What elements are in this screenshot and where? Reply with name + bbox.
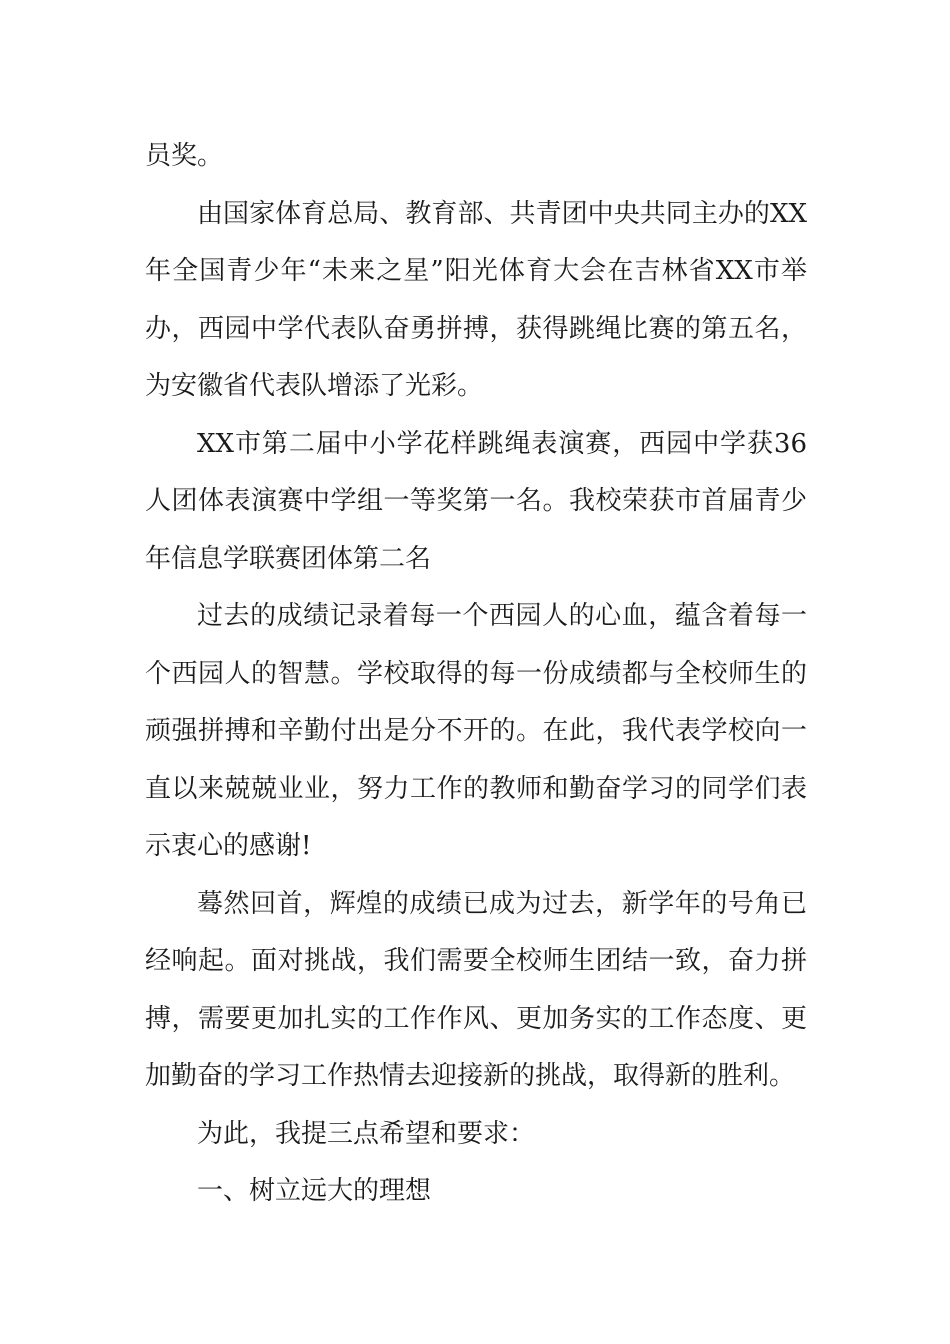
paragraph-sunshine-sports: 由国家体育总局、教育部、共青团中央共同主办的XX年全国青少年“未来之星”阳光体育大会在吉林省XX市举办，西园中学代表队奋勇拼搏，获得跳绳比赛的第五名，为安徽省代表队增添了光彩。 bbox=[145, 198, 807, 401]
paragraph-requirements-intro: 为此，我提三点希望和要求： bbox=[197, 1118, 536, 1149]
heading-first-point: 一、树立远大的理想 bbox=[197, 1176, 432, 1206]
paragraph-rope-skipping: XX市第二届中小学花样跳绳表演赛，西园中学获36人团体表演赛中学组一等奖第一名。我校荣获市首届青少年信息学联赛团体第二名 bbox=[145, 428, 807, 574]
paragraph-new-year: 蓦然回首，辉煌的成绩已成为过去，新学年的号角已经响起。面对挑战，我们需要全校师生团结一致，奋力拼搏，需要更加扎实的工作作风、更加务实的工作态度、更加勤奋的学习工作热情去迎接新的挑战，取得新的胜利。 bbox=[145, 888, 807, 1091]
document-body bbox=[145, 128, 807, 1221]
paragraph-continuation: 员奖。 bbox=[145, 141, 224, 171]
paragraph-thanks: 过去的成绩记录着每一个西园人的心血，蕴含着每一个西园人的智慧。学校取得的每一份成绩都与全校师生的顽强拼搏和辛勤付出是分不开的。在此，我代表学校向一直以来兢兢业业，努力工作的教师和勤奋学习的同学们表示衷心的感谢! bbox=[145, 601, 807, 861]
